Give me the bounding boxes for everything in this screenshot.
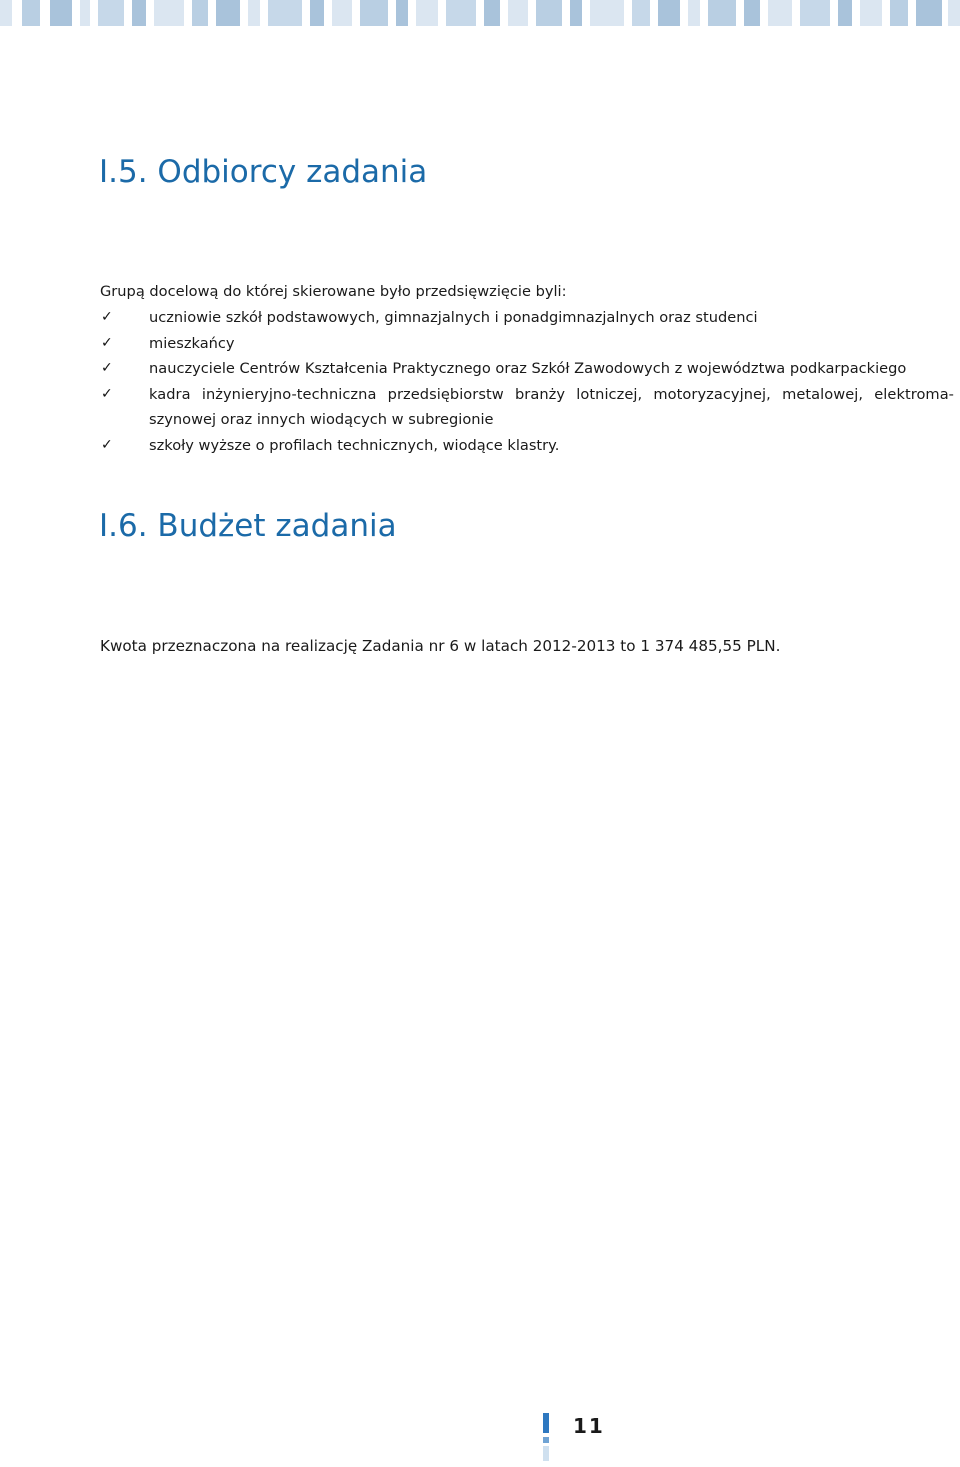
list-item <box>0 382 960 433</box>
list-item <box>0 331 960 357</box>
page-marker-bar <box>543 1413 549 1461</box>
list-item-text-line: szynowej oraz innych wiodących w subregionie <box>149 411 494 428</box>
check-mark-icon: ✓ <box>101 309 113 325</box>
list-item-text: szkoły wyższe o profilach technicznych, wiodące klastry. <box>149 436 560 454</box>
list-item-text: mieszkańcy <box>149 334 235 352</box>
target-group-intro: Grupą docelową do której skierowane było przedsięwzięcie byli: <box>100 283 567 300</box>
check-mark-icon: ✓ <box>101 436 113 453</box>
check-mark-icon: ✓ <box>101 334 113 351</box>
list-item-text-line: kadra inżynieryjno-techniczna przedsiębiorstw branży lotniczej, motoryzacyjnej, metalowej, elektroma- <box>149 385 954 403</box>
section-title-odbiorcy: I.5. Odbiorcy zadania <box>99 154 428 190</box>
budget-amount-text: Kwota przeznaczona na realizację Zadania nr 6 w latach 2012-2013 to 1 374 485,55 PLN. <box>100 637 781 655</box>
page-number: 11 <box>573 1414 605 1438</box>
list-item <box>0 356 960 382</box>
check-mark-icon: ✓ <box>101 385 113 402</box>
check-mark-icon: ✓ <box>101 360 113 376</box>
list-item <box>0 305 960 331</box>
decorative-top-band <box>0 0 960 26</box>
target-group-list <box>0 305 960 458</box>
list-item-text <box>149 382 954 433</box>
section-title-budzet: I.6. Budżet zadania <box>99 508 397 544</box>
list-item-text: uczniowie szkół podstawowych, gimnazjalnych i ponadgimnazjalnych oraz studenci <box>149 309 758 326</box>
list-item-text: nauczyciele Centrów Kształcenia Praktycznego oraz Szkół Zawodowych z województwa podkarpackiego <box>149 360 907 377</box>
list-item <box>0 433 960 459</box>
